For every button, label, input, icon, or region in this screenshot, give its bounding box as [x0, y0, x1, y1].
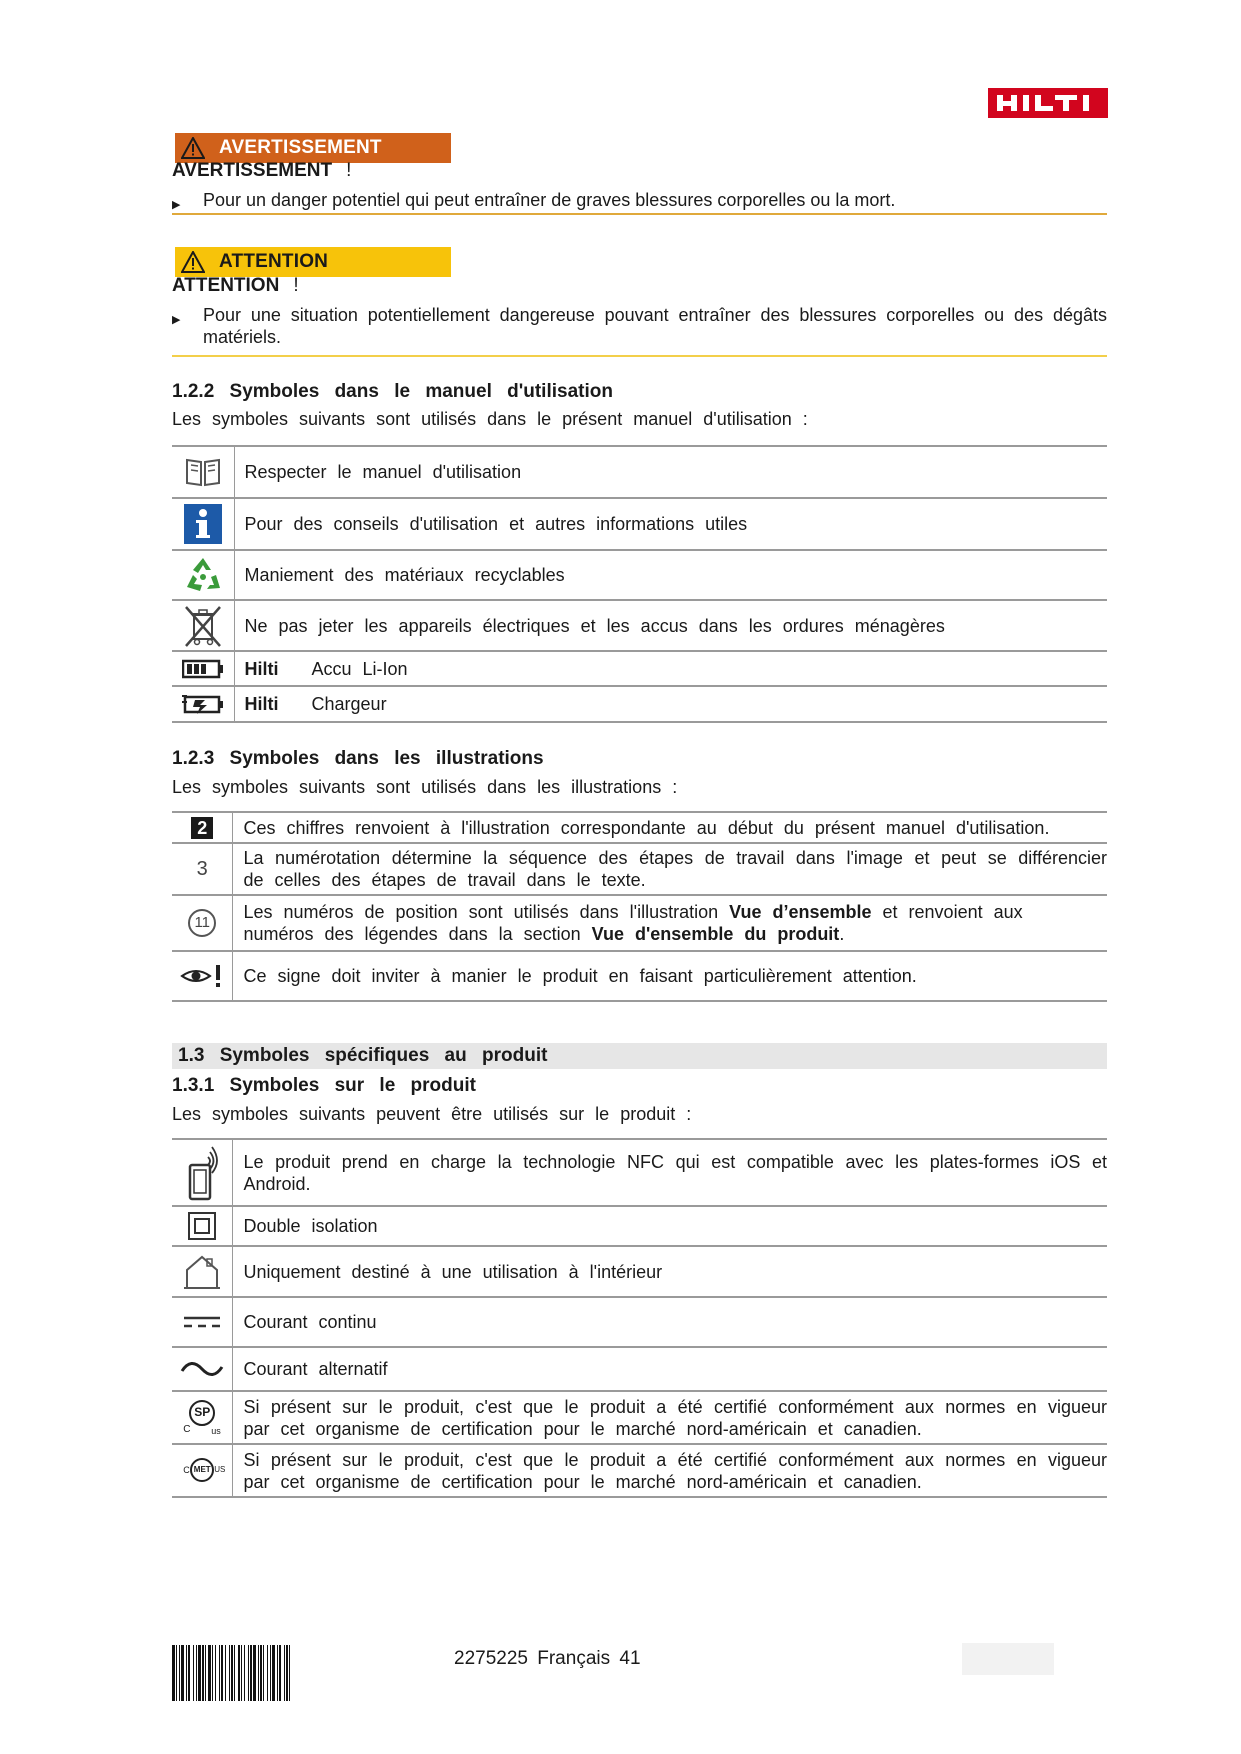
step-number-icon	[172, 843, 233, 895]
symbol-description: Courant continu	[233, 1297, 1107, 1347]
section-123-title: 1.2.3 Symboles dans les illustrations	[172, 748, 544, 769]
product-label: Accu Li-Ion	[311, 658, 408, 679]
attention-rule	[172, 355, 1107, 357]
attention-exclamation: !	[293, 275, 299, 296]
bullet-arrow-icon: ▶	[172, 314, 181, 326]
barcode-bar	[290, 1645, 292, 1701]
desc-bold: Vue d'ensemble du produit	[591, 924, 840, 944]
table-row	[172, 1139, 1107, 1206]
footer-info	[454, 1648, 641, 1670]
desc-part: .	[839, 924, 845, 944]
attention-text: Pour une situation potentiellement dangereuse pouvant entraîner des blessures corporelles ou des dégâts matériels.	[203, 305, 1107, 347]
footer-page-number: 41	[619, 1648, 641, 1669]
met-us-label: US	[214, 1464, 226, 1474]
warning-bullet	[172, 189, 1107, 216]
figure-number-label: 2	[191, 817, 213, 839]
table-row	[172, 1246, 1107, 1297]
csa-c-label: C	[183, 1423, 191, 1435]
footer-language: Français	[537, 1648, 611, 1669]
info-icon	[172, 498, 234, 550]
met-c-label: C	[183, 1464, 190, 1475]
symbol-description: Pour des conseils d'utilisation et autres informations utiles	[234, 498, 1107, 550]
hilti-logo	[988, 88, 1108, 118]
warning-text: Pour un danger potentiel qui peut entraîner de graves blessures corporelles ou la mort.	[203, 190, 896, 210]
section-122-title: 1.2.2 Symboles dans le manuel d'utilisation	[172, 381, 613, 402]
hilti-logo-mark	[993, 92, 1103, 114]
attention-banner-label: ATTENTION	[219, 251, 329, 272]
section-13-title: 1.3 Symboles spécifiques au produit	[172, 1043, 1107, 1069]
step-number-label: 3	[196, 857, 208, 880]
footer-doc-number: 2275225	[454, 1648, 528, 1669]
table-row	[172, 1391, 1107, 1444]
table-row	[172, 686, 1107, 722]
alternating-current-icon	[172, 1347, 233, 1391]
desc-part: et renvoient aux numéros des légendes dans la section	[243, 902, 1023, 944]
footer-box	[962, 1643, 1054, 1675]
brand-label: Hilti	[244, 694, 279, 714]
csa-mark-label: SP	[189, 1400, 215, 1426]
table-row	[172, 498, 1107, 550]
figure-number-icon	[172, 812, 233, 843]
table-row	[172, 1297, 1107, 1347]
warning-heading-text: AVERTISSEMENT	[172, 160, 333, 181]
position-number-label: 11	[188, 909, 216, 937]
attention-heading-text: ATTENTION	[172, 275, 280, 296]
indoor-house-icon	[172, 1246, 233, 1297]
eye-attention-icon	[172, 951, 233, 1001]
symbol-description: Respecter le manuel d'utilisation	[234, 446, 1107, 498]
symbol-description: Ces chiffres renvoient à l'illustration correspondante au début du présent manuel d'utilisation.	[233, 812, 1107, 843]
section-123-intro: Les symboles suivants sont utilisés dans les illustrations :	[172, 777, 678, 797]
symbol-description: Courant alternatif	[233, 1347, 1107, 1391]
symbol-description	[233, 895, 1107, 951]
table-row	[172, 600, 1107, 651]
symbol-description: Ne pas jeter les appareils électriques et les accus dans les ordures ménagères	[234, 600, 1107, 651]
crossed-bin-icon	[172, 600, 234, 651]
charger-icon	[172, 686, 234, 722]
direct-current-icon	[172, 1297, 233, 1347]
symbol-description: Uniquement destiné à une utilisation à l'intérieur	[233, 1246, 1107, 1297]
product-label: Chargeur	[311, 694, 387, 714]
table-row	[172, 1206, 1107, 1246]
recycle-icon	[172, 550, 234, 600]
brand-label: Hilti	[244, 658, 279, 679]
symbols-illustration-table	[172, 811, 1107, 1002]
barcode	[172, 1645, 430, 1701]
table-row	[172, 550, 1107, 600]
warning-exclamation: !	[346, 160, 352, 181]
symbol-description	[234, 686, 1107, 722]
met-us-icon	[172, 1444, 233, 1497]
attention-bullet	[172, 304, 1107, 348]
position-number-icon	[172, 895, 233, 951]
double-insulation-icon	[172, 1206, 233, 1246]
met-mark-label: MET	[190, 1458, 214, 1482]
symbols-product-table	[172, 1138, 1107, 1498]
attention-banner	[175, 247, 451, 277]
symbol-description	[234, 651, 1107, 686]
desc-part: Les numéros de position sont utilisés dans l'illustration	[243, 902, 730, 922]
table-row	[172, 1347, 1107, 1391]
symbol-description: Double isolation	[233, 1206, 1107, 1246]
warning-triangle-icon	[175, 247, 211, 277]
symbol-description: La numérotation détermine la séquence des étapes de travail dans l'image et peut se différencier de celles des étapes de travail dans le texte.	[233, 843, 1107, 895]
table-row	[172, 651, 1107, 686]
manual-book-icon	[172, 446, 234, 498]
table-row	[172, 843, 1107, 895]
attention-heading	[172, 275, 299, 297]
table-row	[172, 446, 1107, 498]
table-row	[172, 895, 1107, 951]
warning-heading	[172, 160, 351, 182]
section-131-title: 1.3.1 Symboles sur le produit	[172, 1075, 476, 1096]
symbol-description: Si présent sur le produit, c'est que le produit a été certifié conformément aux normes en vigueur par cet organisme de certification pour le marché nord-américain et canadien.	[233, 1444, 1107, 1497]
table-row	[172, 812, 1107, 843]
battery-icon	[172, 651, 234, 686]
warning-banner-label: AVERTISSEMENT	[219, 137, 382, 158]
section-122-intro: Les symboles suivants sont utilisés dans le présent manuel d'utilisation :	[172, 409, 808, 429]
symbol-description: Ce signe doit inviter à manier le produit en faisant particulièrement attention.	[233, 951, 1107, 1001]
symbol-description: Si présent sur le produit, c'est que le produit a été certifié conformément aux normes en vigueur par cet organisme de certification pour le marché nord-américain et canadien.	[233, 1391, 1107, 1444]
symbols-manual-table	[172, 445, 1107, 723]
symbol-description: Maniement des matériaux recyclables	[234, 550, 1107, 600]
table-row	[172, 951, 1107, 1001]
nfc-phone-icon	[172, 1139, 233, 1206]
table-row	[172, 1444, 1107, 1497]
csa-us-label: us	[211, 1425, 221, 1436]
warning-banner	[175, 133, 451, 163]
csa-us-icon	[172, 1391, 233, 1444]
symbol-description: Le produit prend en charge la technologie NFC qui est compatible avec les plates-formes iOS et Android.	[233, 1139, 1107, 1206]
bullet-arrow-icon: ▶	[172, 199, 181, 211]
section-131-intro: Les symboles suivants peuvent être utilisés sur le produit :	[172, 1104, 692, 1124]
warning-triangle-icon	[175, 133, 211, 163]
warning-rule	[172, 213, 1107, 215]
desc-bold: Vue d’ensemble	[729, 902, 872, 922]
